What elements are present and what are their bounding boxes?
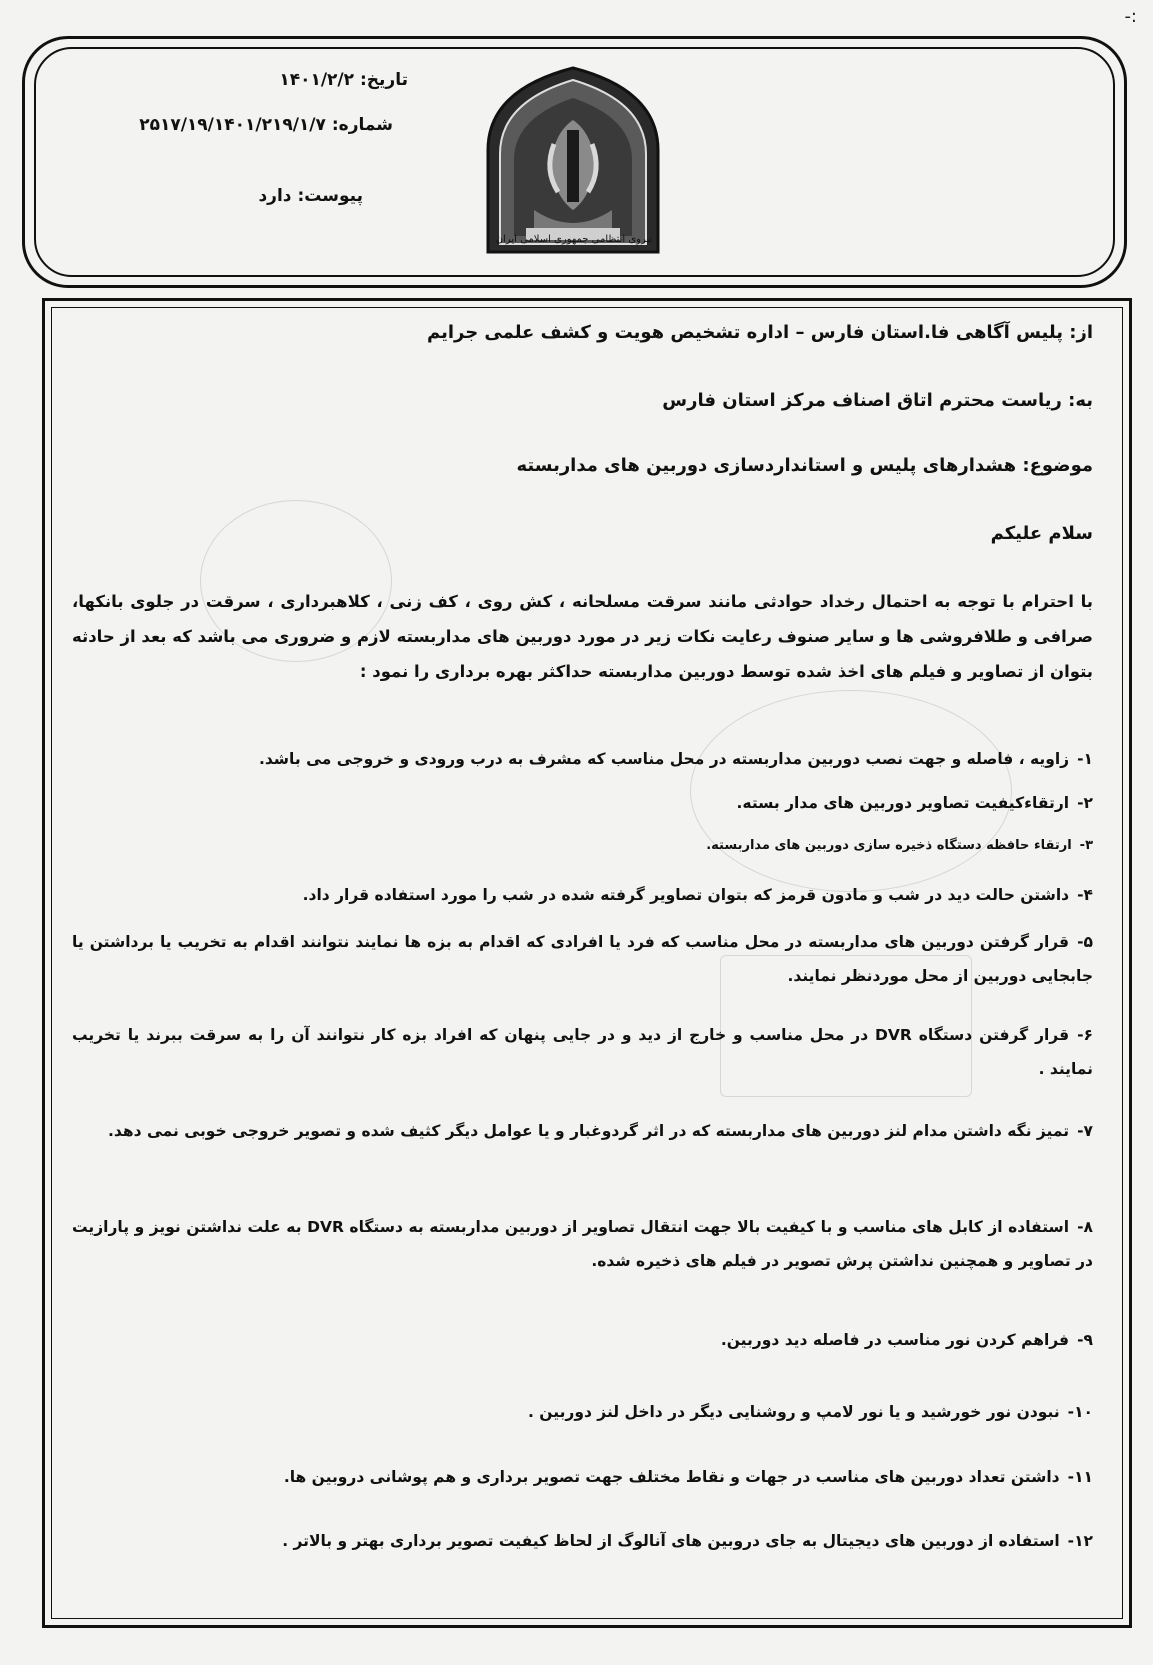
item-text: داشتن حالت دید در شب و مادون قرمز که بتوان تصاویر گرفته شده در شب را مورد استفاده قرار داد. xyxy=(302,886,1070,904)
list-item xyxy=(72,1460,1093,1494)
item-text: تمیز نگه داشتن مدام لنز دوربین های مداربسته که در اثر گردوغبار و یا عوامل دیگر کثیف شده و تصویر خروجی خوبی نمی دهد. xyxy=(108,1122,1070,1140)
item-number: ۳- xyxy=(1079,838,1093,853)
to-label: به: xyxy=(1068,390,1093,411)
item-text: قرار گرفتن دوربین های مداربسته در محل مناسب که فرد یا افرادی که اقدام به بزه ها نمایند نتوانند اقدام به تخریب یا برداشتن یا جابجایی دوربین از محل موردنظر نمایند. xyxy=(72,933,1093,985)
list-item xyxy=(72,878,1093,912)
item-text: ارتقاء حافظه دستگاه ذخیره سازی دوربین های مداربسته. xyxy=(706,838,1072,853)
list-item xyxy=(72,786,1093,820)
to-line xyxy=(662,390,1093,411)
corner-mark: -: xyxy=(1124,6,1137,27)
date-label: تاریخ: xyxy=(360,70,408,90)
letter-attachment xyxy=(258,186,363,206)
number-value: ۲۵۱۷/۱۹/۱۴۰۱/۲۱۹/۱/۷ xyxy=(139,115,326,135)
from-label: از: xyxy=(1069,322,1093,343)
subject-label: موضوع: xyxy=(1022,455,1093,476)
item-number: ۶- xyxy=(1077,1026,1094,1044)
item-text: نبودن نور خورشید و یا نور لامپ و روشنایی دیگر در داخل لنز دوربین . xyxy=(528,1403,1060,1421)
attachment-label: پیوست: xyxy=(297,186,363,206)
from-value: پلیس آگاهی فا.استان فارس – اداره تشخیص هویت و کشف علمی جرایم xyxy=(426,322,1063,343)
list-item xyxy=(72,1210,1093,1278)
date-value: ۱۴۰۱/۲/۲ xyxy=(279,70,354,90)
list-item xyxy=(72,1524,1093,1558)
item-number: ۲- xyxy=(1077,794,1093,812)
item-number: ۱- xyxy=(1077,750,1093,768)
item-text: قرار گرفتن دستگاه DVR در محل مناسب و خارج از دید و در جایی پنهان که افراد بزه کار نتوانند آن را به سرقت ببرند یا تخریب نمایند . xyxy=(72,1026,1093,1078)
item-text: زاویه ، فاصله و جهت نصب دوربین مداربسته در محل مناسب که مشرف به درب ورودی و خروجی می باشد. xyxy=(258,750,1070,768)
list-item xyxy=(72,925,1093,993)
item-text: داشتن تعداد دوربین های مناسب در جهات و نقاط مختلف جهت تصویر برداری و هم پوشانی دروبین ها. xyxy=(283,1468,1060,1486)
subject-value: هشدارهای پلیس و استانداردسازی دوربین های مداربسته xyxy=(516,455,1017,476)
item-text: فراهم کردن نور مناسب در فاصله دید دوربین. xyxy=(720,1331,1070,1349)
item-number: ۱۱- xyxy=(1067,1468,1093,1486)
list-item xyxy=(72,1395,1093,1429)
police-emblem-icon xyxy=(474,60,672,260)
item-number: ۷- xyxy=(1077,1122,1093,1140)
letter-number xyxy=(139,115,393,135)
item-number: ۸- xyxy=(1077,1218,1093,1236)
list-item xyxy=(72,1018,1093,1086)
item-number: ۱۲- xyxy=(1067,1532,1093,1550)
list-item xyxy=(72,742,1093,776)
item-number: ۵- xyxy=(1077,933,1093,951)
subject-line xyxy=(516,455,1093,476)
to-value: ریاست محترم اتاق اصناف مرکز استان فارس xyxy=(662,390,1062,411)
letter-date xyxy=(279,70,408,90)
number-label: شماره: xyxy=(331,115,393,135)
list-item xyxy=(72,1323,1093,1357)
list-item xyxy=(72,829,1093,863)
from-line xyxy=(427,322,1093,343)
item-text: ارتقاءکیفیت تصاویر دوربین های مدار بسته. xyxy=(736,794,1070,812)
item-text: استفاده از دوربین های دیجیتال به جای دروبین های آنالوگ از لحاظ کیفیت تصویر برداری بهتر و بالاتر . xyxy=(282,1532,1060,1550)
item-number: ۱۰- xyxy=(1067,1403,1093,1421)
item-number: ۹- xyxy=(1077,1331,1093,1349)
intro-paragraph: با احترام با توجه به احتمال رخداد حوادثی مانند سرقت مسلحانه ، کش روی ، کف زنی ، کلاهبرداری ، سرقت در جلوی بانکها، صرافی و طلافروشی ها و سایر صنوف رعایت نکات زیر در مورد دوربین های مداربسته لازم و ضروری می باشد که بعد از حادثه بتوان از تصاویر و فیلم های اخذ شده توسط دوربین مداربسته حداکثر بهره برداری را نمود : xyxy=(72,592,1093,681)
emblem-caption: نیروی انتظامی جمهوری اسلامی ایران xyxy=(495,234,653,245)
item-text: استفاده از کابل های مناسب و با کیفیت بالا جهت انتقال تصاویر از دوربین مداربسته به دستگاه DVR به علت نداشتن نویز و پارازیت در تصاویر و همچنین نداشتن پرش تصویر در فیلم های ذخیره شده. xyxy=(72,1218,1093,1270)
attachment-value: دارد xyxy=(258,186,292,206)
item-number: ۴- xyxy=(1077,886,1093,904)
greeting: سلام علیکم xyxy=(990,523,1093,544)
list-item xyxy=(72,1114,1093,1148)
